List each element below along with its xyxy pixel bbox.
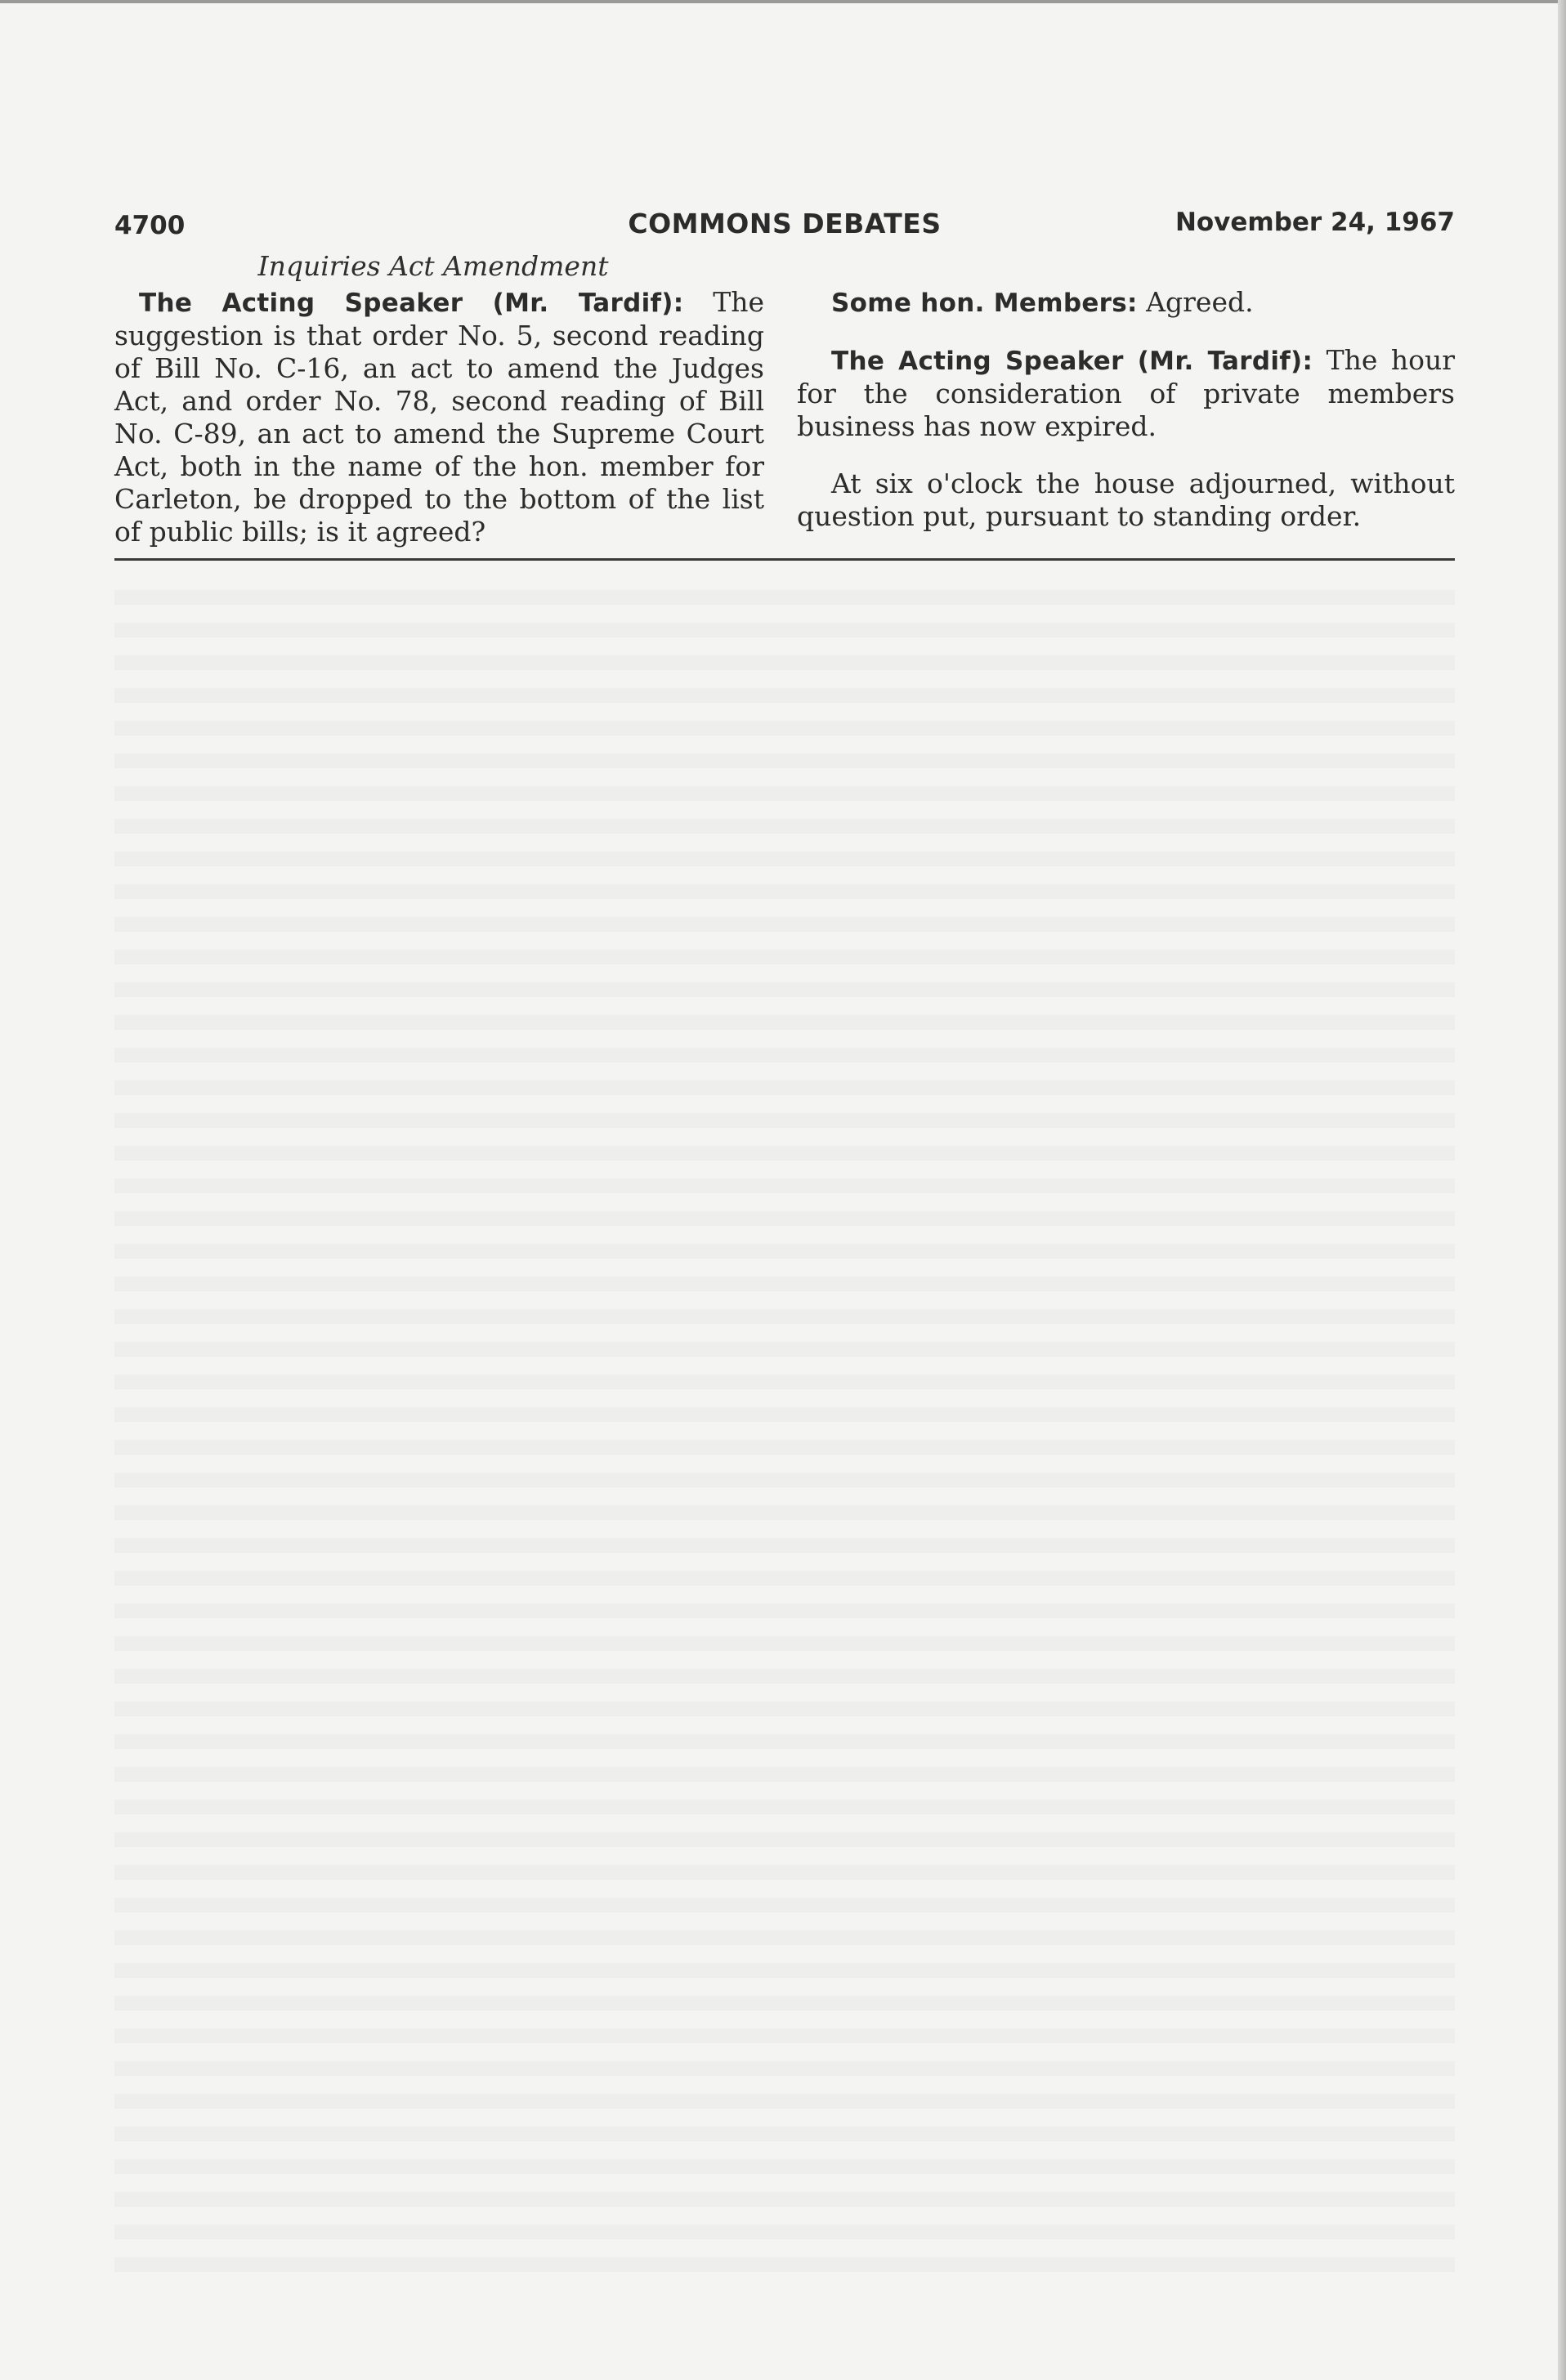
page-edge-right (1558, 0, 1566, 2380)
paragraph-text: Agreed. (1137, 286, 1254, 318)
paragraph-text: The hour for the consideration of private members business has now expired. (797, 344, 1455, 442)
left-column (114, 286, 764, 566)
page-edge-top (0, 0, 1566, 3)
show-through-texture (114, 572, 1455, 2288)
paragraph-text: The suggestion is that order No. 5, second reading of Bill No. C-16, an act to amend the Judges Act, and order No. 78, second reading of Bill No. C-89, an act to amend the Supreme Court Act, both in the name of the hon. member for Carleton, be dropped to the bottom of the list of public bills; is it agreed? (114, 286, 764, 548)
speaker-paragraph (114, 286, 764, 548)
page-header (114, 208, 1455, 248)
page-date: November 24, 1967 (1174, 208, 1455, 237)
page-number: 4700 (114, 211, 186, 240)
speaker-name: Some hon. Members: (831, 289, 1138, 318)
section-heading: Inquiries Act Amendment (257, 250, 609, 282)
speaker-name: The Acting Speaker (Mr. Tardif): (139, 289, 684, 318)
members-paragraph (797, 286, 1455, 320)
adjournment-paragraph: At six o'clock the house adjourned, without question put, pursuant to standing order. (797, 468, 1455, 532)
right-column (797, 286, 1455, 551)
running-title: COMMONS DEBATES (628, 208, 942, 239)
end-rule (114, 558, 1455, 561)
speaker-name: The Acting Speaker (Mr. Tardif): (831, 347, 1313, 376)
speaker-paragraph (797, 344, 1455, 443)
